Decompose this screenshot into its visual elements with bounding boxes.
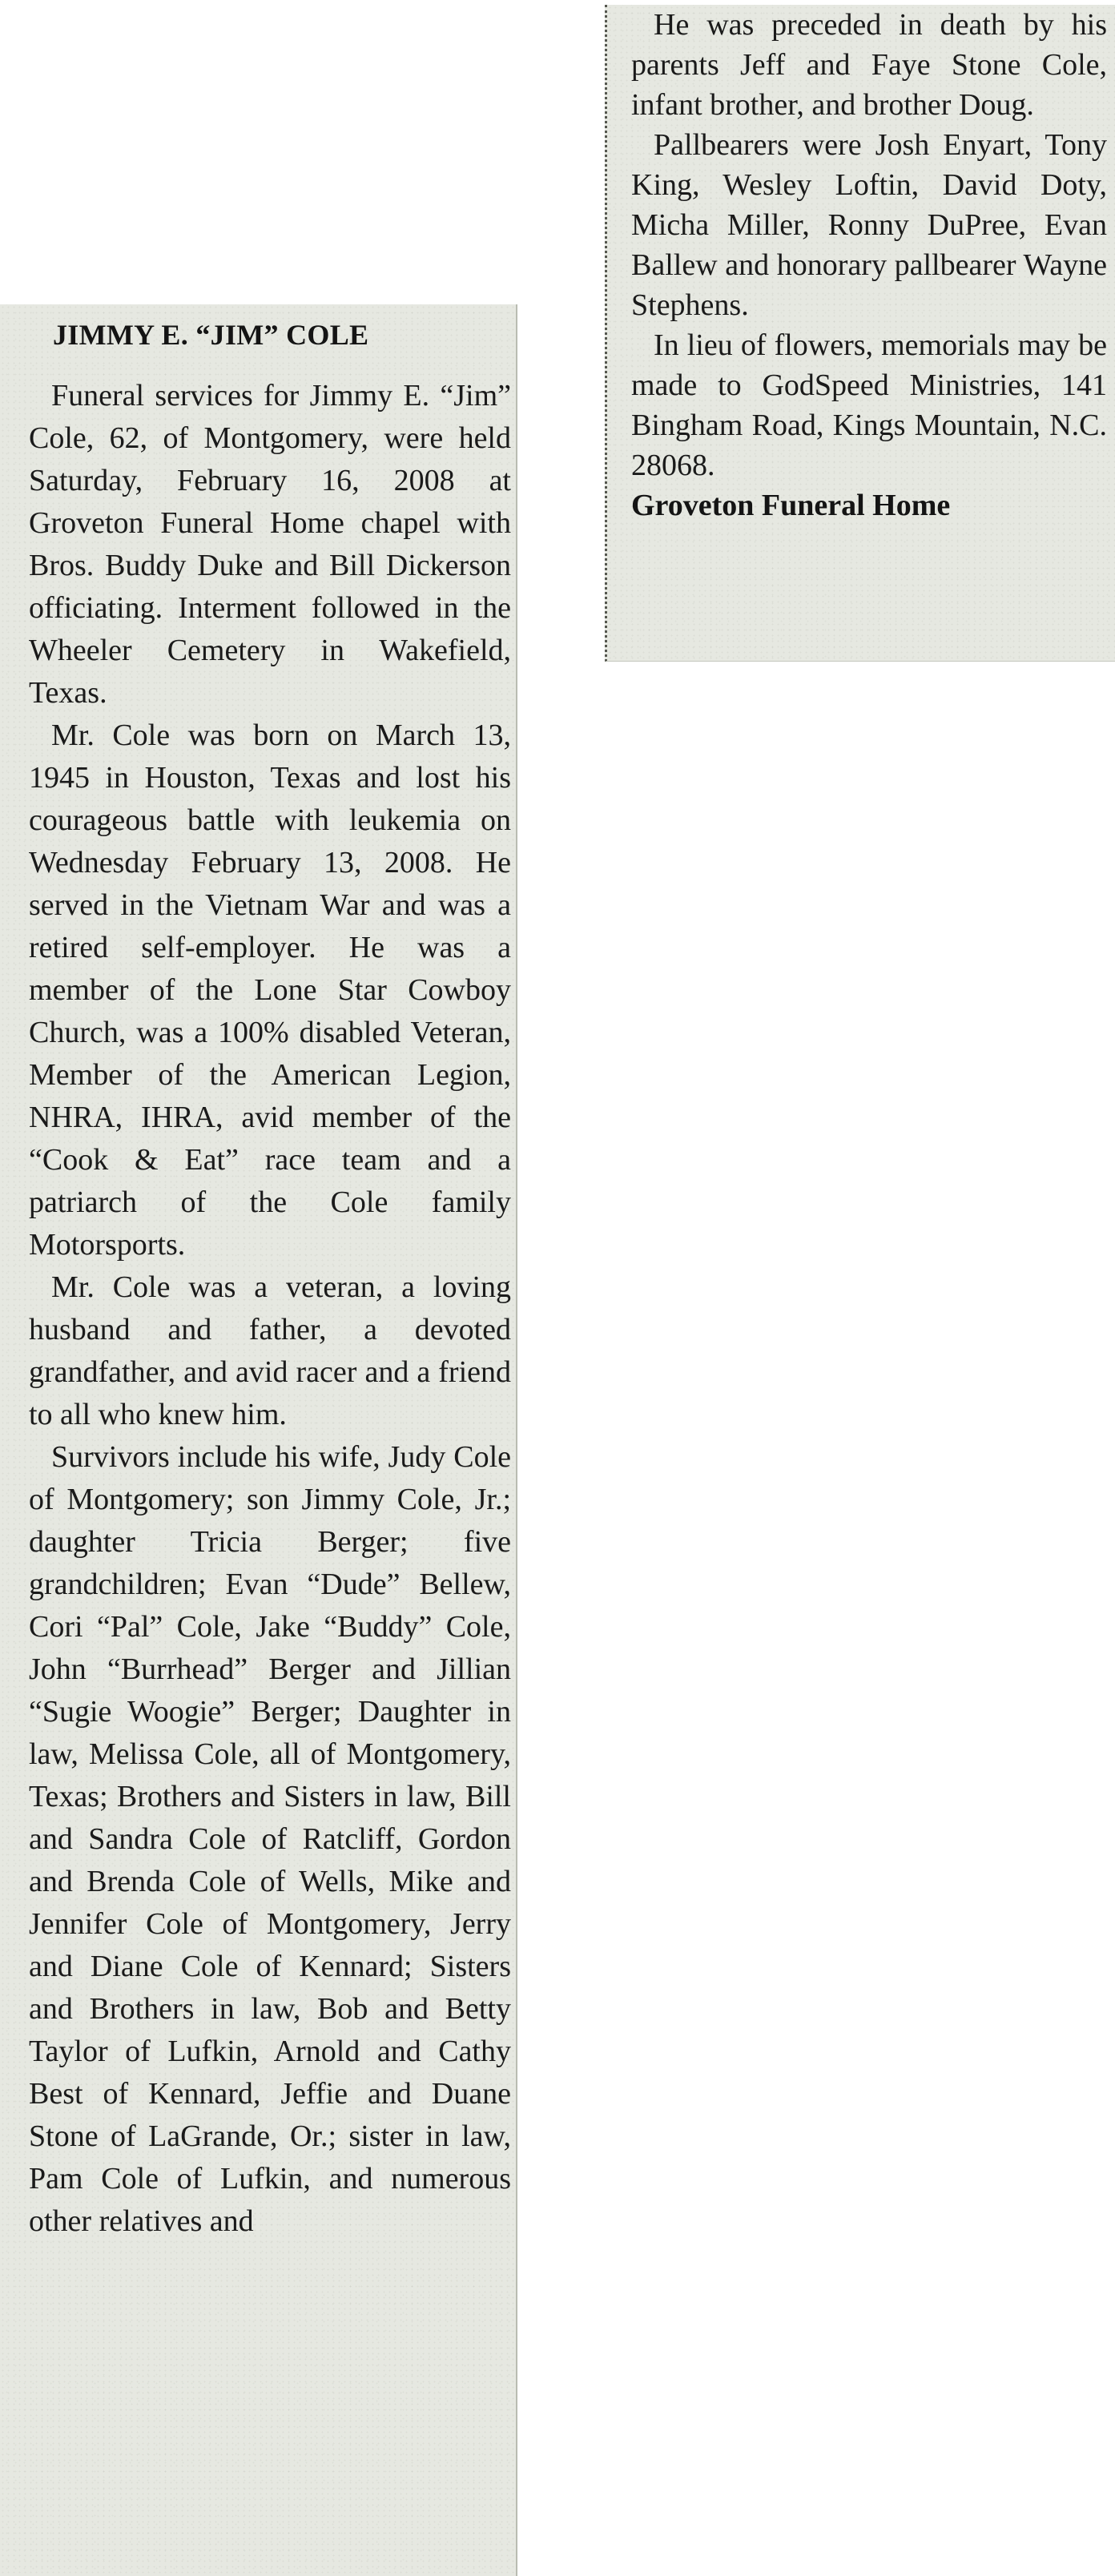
funeral-home-signature: Groveton Funeral Home: [631, 489, 951, 522]
survivors-paragraph: Survivors include his wife, Judy Cole of Montgomery; son Jimmy Cole, Jr.; daughter Tricia Berger; five grandchildren; Evan “Dude” Bellew, Cori “Pal” Cole, Jake “Buddy” Cole, John “Burrhead” Berger and Jillian “Sugie Woogie” Berger; Daughter in law, Melissa Cole, all of Montgomery, Texas; Brothers and Sisters in law, Bill and Sandra Cole of Ratcliff, Gordon and Brenda Cole of Wells, Mike and Jennifer Cole of Montgomery, Jerry and Diane Cole of Kennard; Sisters and Brothers in law, Bob and Betty Taylor of Lufkin, Arnold and Cathy Best of Kennard, Jeffie and Duane Stone of LaGrande, Or.; sister in law, Pam Cole of Lufkin, and numerous other relatives and: [29, 1440, 511, 2238]
character-paragraph: Mr. Cole was a veteran, a loving husband and father, a devoted grandfather, and avid racer and a friend to all who knew him.: [29, 1270, 511, 1431]
pallbearers-paragraph: Pallbearers were Josh Enyart, Tony King, Wesley Loftin, David Doty, Micha Miller, Ronny DuPree, Evan Ballew and honorary pallbearer Wayne Stephens.: [631, 128, 1107, 322]
biography-paragraph: Mr. Cole was born on March 13, 1945 in Houston, Texas and lost his courageous battle with leukemia on Wednesday February 13, 2008. He served in the Vietnam War and was a retired self-employer. He was a member of the Lone Star Cowboy Church, was a 100% disabled Veteran, Member of the American Legion, NHRA, IHRA, avid member of the “Cook & Eat” race team and a patriarch of the Cole family Motorsports.: [29, 718, 511, 1262]
preceded-in-death-paragraph: He was preceded in death by his parents Jeff and Faye Stone Cole, infant brother, and brother Doug.: [631, 8, 1107, 122]
obituary-continuation-clipping: [605, 5, 1115, 662]
obituary-main-clipping: [0, 304, 517, 2576]
obituary-headline: JIMMY E. “JIM” COLE: [53, 319, 369, 351]
funeral-services-paragraph: Funeral services for Jimmy E. “Jim” Cole, 62, of Montgomery, were held Saturday, February 16, 2008 at Groveton Funeral Home chapel with Bros. Buddy Duke and Bill Dickerson officiating. Interment followed in the Wheeler Cemetery in Wakefield, Texas.: [29, 379, 511, 710]
memorials-paragraph: In lieu of flowers, memorials may be made to GodSpeed Ministries, 141 Bingham Road, Kings Mountain, N.C. 28068.: [631, 328, 1107, 482]
